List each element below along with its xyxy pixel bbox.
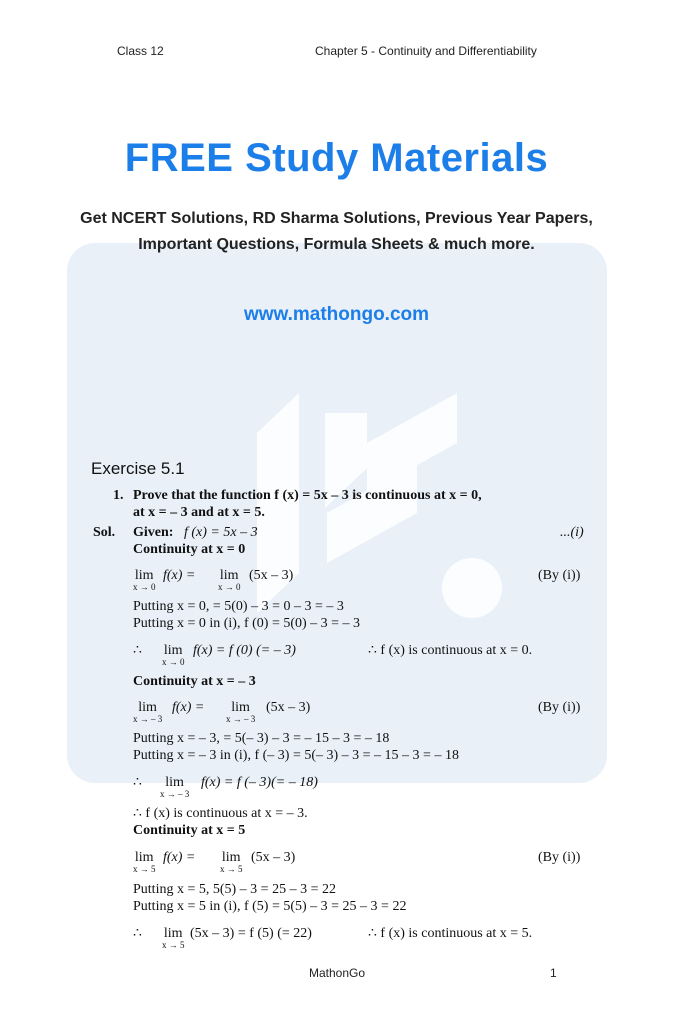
by-reference: (By (i)) — [538, 568, 581, 583]
limit-x0-right — [218, 568, 241, 592]
limit-word: lim — [221, 850, 241, 865]
banner-description-line-2: Important Questions, Formula Sheets & much more. — [138, 236, 535, 253]
limit-function: f(x) = — [163, 568, 196, 583]
limit-function: f(x) = — [172, 700, 205, 715]
putting-line: Putting x = 5, 5(5) – 3 = 25 – 3 = 22 — [133, 882, 336, 897]
limit-subscript: x → 0 — [218, 582, 241, 592]
limit-expression: (5x – 3) — [251, 850, 296, 865]
limit-word: lim — [138, 700, 157, 715]
limit-result: f(x) = f (– 3)(= – 18) — [201, 775, 318, 790]
by-reference: (By (i)) — [538, 850, 581, 865]
limit-x0-left — [133, 568, 156, 592]
limit-subscript: x → – 3 — [226, 714, 256, 724]
footer-page-number: 1 — [550, 966, 557, 980]
equation-tag-i: ...(i) — [560, 525, 584, 540]
limit-subscript: x → 0 — [133, 582, 156, 592]
limit-word: lim — [219, 568, 239, 583]
conclusion-line: ∴ f (x) is continuous at x = 0. — [368, 643, 533, 658]
exercise-heading: Exercise 5.1 — [91, 459, 185, 478]
banner-website-link[interactable]: www.mathongo.com — [243, 304, 430, 325]
conclusion-line: ∴ f (x) is continuous at x = 5. — [368, 926, 533, 941]
banner-title: FREE Study Materials — [124, 136, 549, 180]
continuity-heading-x5: Continuity at x = 5 — [133, 823, 246, 838]
conclusion-line: ∴ f (x) is continuous at x = – 3. — [133, 806, 308, 821]
putting-line: Putting x = 0 in (i), f (0) = 5(0) – 3 = – 3 — [133, 616, 361, 631]
limit-subscript: x → – 3 — [160, 789, 190, 799]
limit-x5-left — [133, 850, 156, 874]
limit-xm3-final — [160, 775, 189, 799]
limit-result: (5x – 3) = f (5) (= 22) — [190, 926, 312, 941]
limit-subscript: x → 0 — [162, 657, 185, 667]
banner-description-line-1: Get NCERT Solutions, RD Sharma Solutions, Previous Year Papers, — [80, 210, 593, 227]
putting-line: Putting x = 5 in (i), f (5) = 5(5) – 3 = 25 – 3 = 22 — [133, 899, 407, 914]
by-reference: (By (i)) — [538, 700, 581, 715]
question-text-line-2: at x = – 3 and at x = 5. — [133, 505, 265, 520]
putting-line: Putting x = – 3 in (i), f (– 3) = 5(– 3) – 3 = – 15 – 3 = – 18 — [133, 748, 459, 763]
limit-xm3-right — [226, 700, 255, 724]
solution-label: Sol. — [93, 525, 116, 540]
continuity-heading-x0: Continuity at x = 0 — [133, 542, 246, 557]
limit-expression: (5x – 3) — [266, 700, 311, 715]
limit-subscript: x → – 3 — [133, 714, 163, 724]
limit-expression: (5x – 3) — [249, 568, 294, 583]
therefore-symbol: ∴ — [133, 775, 142, 790]
limit-subscript: x → 5 — [220, 864, 243, 874]
limit-subscript: x → 5 — [133, 864, 156, 874]
limit-word: lim — [163, 643, 183, 658]
limit-word: lim — [134, 568, 154, 583]
limit-x5-right — [220, 850, 243, 874]
given-label: Given: — [133, 525, 174, 540]
question-text-line-1: Prove that the function f (x) = 5x – 3 is continuous at x = 0, — [133, 488, 482, 503]
limit-word: lim — [163, 926, 183, 941]
limit-word: lim — [165, 775, 184, 790]
therefore-symbol: ∴ — [133, 926, 142, 941]
question-number: 1. — [113, 488, 124, 503]
given-expression: f (x) = 5x – 3 — [184, 525, 258, 540]
continuity-heading-xm3: Continuity at x = – 3 — [133, 674, 256, 689]
limit-x0-final — [162, 643, 185, 667]
limit-result: f(x) = f (0) (= – 3) — [193, 643, 296, 658]
limit-word: lim — [134, 850, 154, 865]
limit-word: lim — [231, 700, 250, 715]
header-class-label: Class 12 — [117, 44, 164, 58]
footer-brand: MathonGo — [309, 966, 366, 980]
limit-xm3-left — [133, 700, 162, 724]
putting-line: Putting x = 0, = 5(0) – 3 = 0 – 3 = – 3 — [133, 599, 344, 614]
putting-line: Putting x = – 3, = 5(– 3) – 3 = – 15 – 3 = – 18 — [133, 731, 390, 746]
limit-function: f(x) = — [163, 850, 196, 865]
limit-subscript: x → 5 — [162, 940, 185, 950]
header-chapter-label: Chapter 5 - Continuity and Differentiability — [315, 44, 537, 58]
therefore-symbol: ∴ — [133, 643, 142, 658]
limit-x5-final — [162, 926, 185, 950]
